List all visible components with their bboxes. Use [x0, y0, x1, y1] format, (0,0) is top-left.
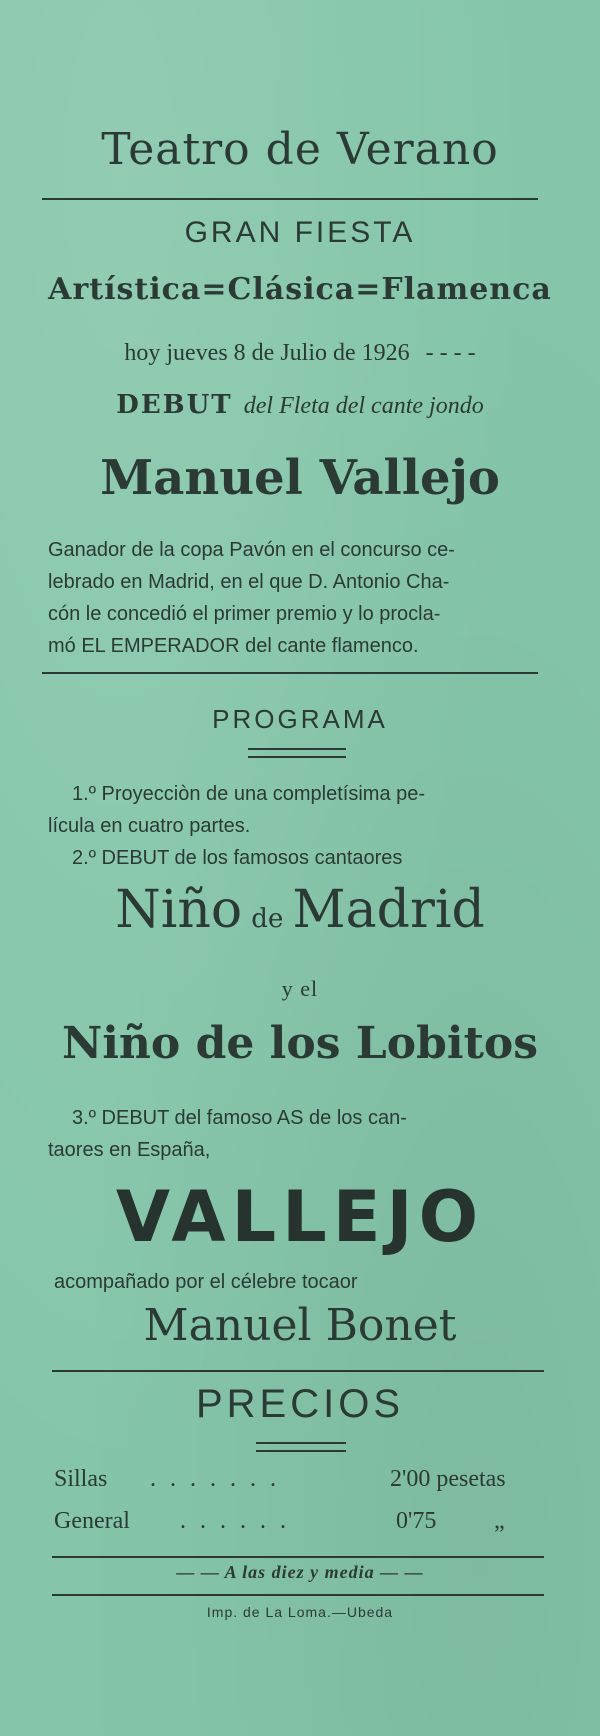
artist-nino-de-los-lobitos: Niño de los Lobitos: [61, 1018, 539, 1069]
bio-line: lebrado en Madrid, en el que D. Antonio Cha-: [48, 571, 450, 593]
program-item-1: 1.º Proyecciòn de una completísima pe-: [72, 783, 426, 805]
price-label-general: General: [54, 1508, 130, 1534]
price-value-general: 0'75: [396, 1508, 437, 1534]
program-item-3-cont: taores en España,: [48, 1139, 211, 1161]
program-item-1-cont: lícula en cuatro partes.: [48, 815, 251, 837]
date-trail: - - - -: [425, 340, 476, 366]
precios-title: PRECIOS: [195, 1382, 405, 1426]
price-value-sillas: 2'00 pesetas: [390, 1466, 506, 1492]
bio-line: mó EL EMPERADOR del cante flamenco.: [48, 635, 419, 657]
venue-rule: [42, 198, 538, 200]
section-rule: [42, 672, 538, 674]
artist1-last: Madrid: [292, 880, 485, 940]
guitarist: Manuel Bonet: [143, 1300, 457, 1351]
price-dots-general: . . . . . .: [180, 1508, 290, 1534]
artist1-first: Niño: [115, 880, 243, 940]
section-rule: [52, 1370, 544, 1372]
section-rule: [52, 1594, 544, 1596]
debut-line: [0, 390, 600, 420]
printer-credit: Imp. de La Loma.—Ubeda: [206, 1604, 394, 1620]
bio-line: Ganador de la copa Pavón en el concurso ce-: [48, 539, 455, 561]
subheadline: Artística=Clásica=Flamenca: [48, 272, 552, 307]
connector: y el: [281, 976, 319, 1001]
star-name: Manuel Vallejo: [100, 450, 500, 506]
headline: GRAN FIESTA: [184, 216, 416, 249]
date-text: hoy jueves 8 de Julio de 1926: [124, 340, 410, 366]
price-label-sillas: Sillas: [54, 1466, 108, 1492]
artist1-de: de: [251, 904, 284, 934]
programa-underline: [248, 748, 346, 758]
program-item-3: 3.º DEBUT del famoso AS de los can-: [72, 1107, 407, 1129]
program-item-2: 2.º DEBUT de los famosos cantaores: [72, 847, 403, 869]
price-ditto-general: „: [494, 1508, 505, 1534]
section-rule: [52, 1556, 544, 1558]
debut-word: DEBUT: [116, 390, 233, 420]
precios-underline: [256, 1442, 346, 1452]
time-note: — — A las diez y media — —: [176, 1562, 424, 1582]
bio-line: cón le concedió el primer premio y lo procla-: [48, 603, 441, 625]
debut-tail: del Fleta del cante jondo: [243, 393, 484, 419]
date-line: [0, 340, 600, 367]
price-dots-sillas: . . . . . . .: [150, 1466, 280, 1492]
artist-nino-de-madrid: [0, 880, 600, 940]
accompanied-line: acompañado por el célebre tocaor: [54, 1271, 358, 1293]
headliner: VALLEJO: [115, 1176, 485, 1258]
venue-title: Teatro de Verano: [101, 124, 499, 175]
programa-title: PROGRAMA: [212, 704, 388, 734]
